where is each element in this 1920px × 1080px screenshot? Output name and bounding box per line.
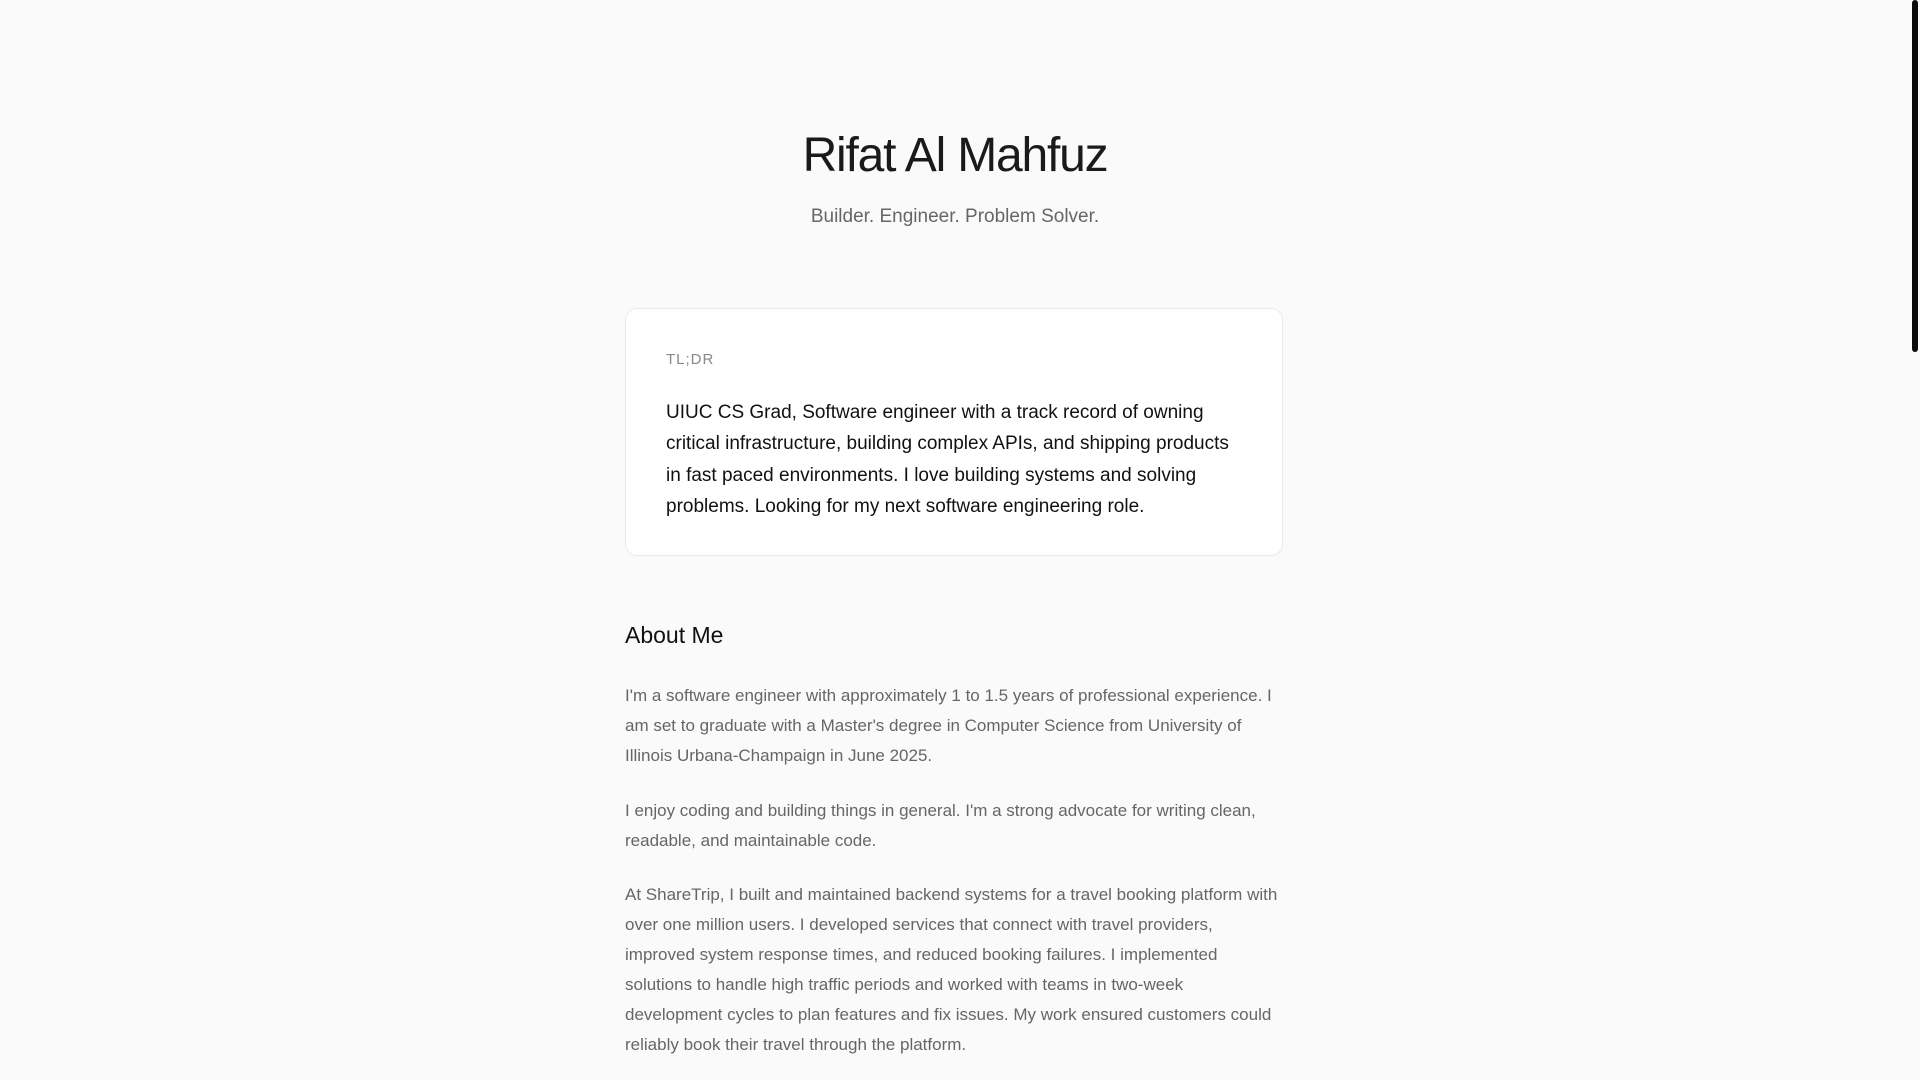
tldr-label: TL;DR: [666, 351, 715, 368]
about-paragraph: I enjoy coding and building things in general. I'm a strong advocate for writing clean, readable, and maintainable code.: [625, 800, 1256, 850]
about-paragraphs: [625, 681, 1285, 1060]
tldr-card: [625, 308, 1283, 556]
tagline: Builder. Engineer. Problem Solver.: [810, 206, 1100, 227]
hero-header: [0, 128, 1910, 229]
about-paragraph: I'm a software engineer with approximately 1 to 1.5 years of professional experience. I am set to graduate with a Master's degree in Computer Science from University of Illinois Urbana-Champaign in June 2025.: [625, 686, 1272, 765]
about-paragraph: At ShareTrip, I built and maintained backend systems for a travel booking platform with over one million users. I developed services that connect with travel providers, improved system response times, and reduced booking failures. I implemented solutions to handle high traffic periods and worked with teams in two-week development cycles to plan features and fix issues. My work ensured customers could reliably book their travel through the platform.: [625, 885, 1278, 1054]
tldr-text: UIUC CS Grad, Software engineer with a track record of owning critical infrastructure, building complex APIs, and shipping products in fast paced environments. I love building systems and solving problems. Looking for my next software engineering role.: [666, 402, 1229, 517]
about-heading: About Me: [625, 622, 724, 648]
scrollbar[interactable]: [1910, 0, 1920, 1080]
page-title: Rifat Al Mahfuz: [802, 129, 1108, 182]
about-section: [625, 620, 1285, 1080]
scrollbar-thumb[interactable]: [1912, 0, 1918, 352]
